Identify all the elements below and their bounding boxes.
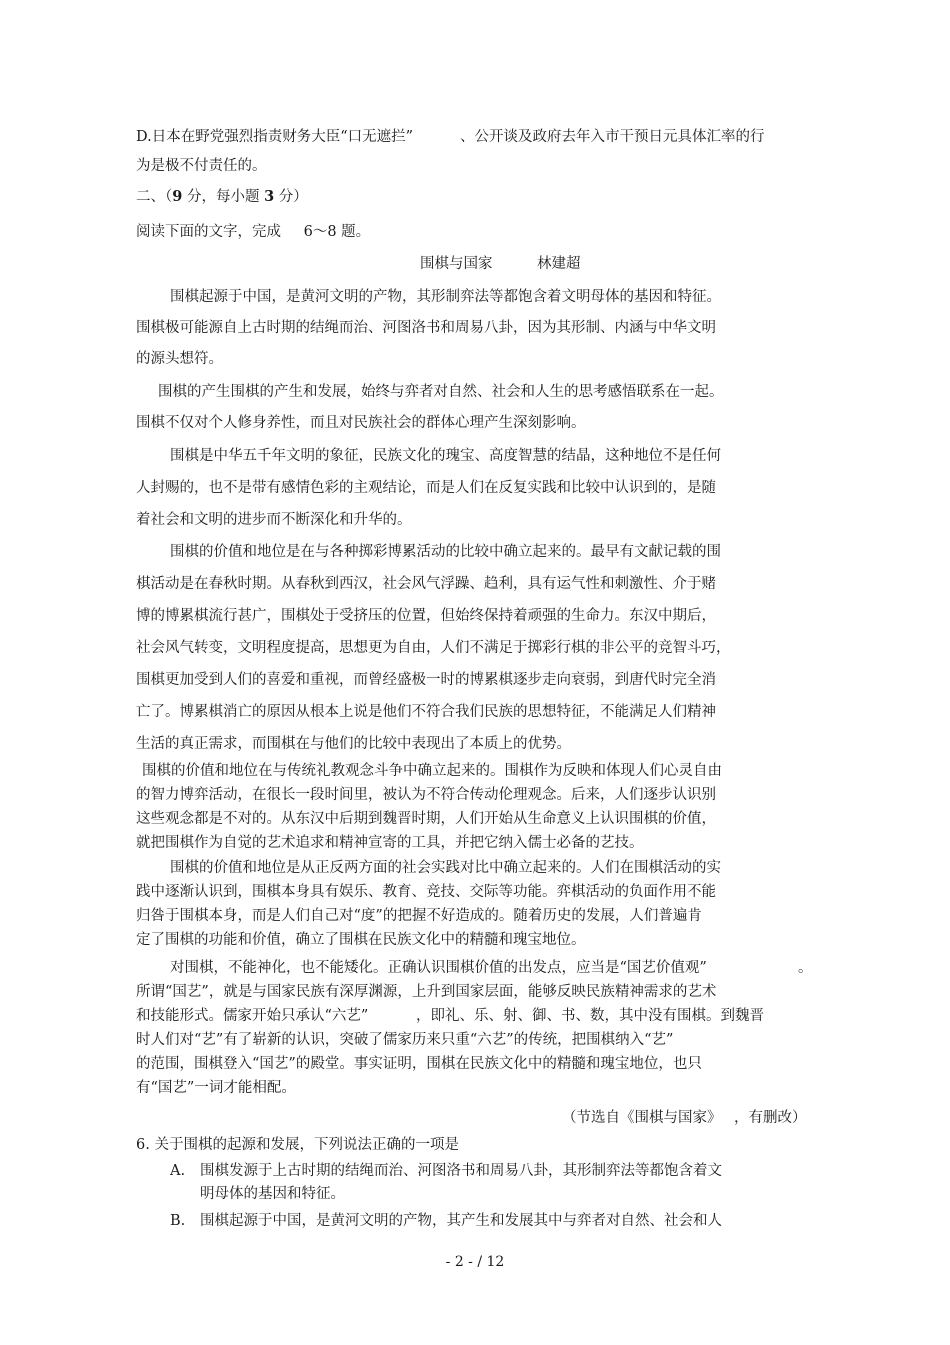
article-source-part2: ，有删改） <box>734 1110 807 1126</box>
article-line: 围棋的价值和地位在与传统礼教观念斗争中确立起来的。围棋作为反映和体现人们心灵自由 <box>142 763 722 779</box>
article-line: 围棋的价值和地位是在与各种掷彩博累活动的比较中确立起来的。最早有文献记载的围 <box>170 544 721 560</box>
section-heading-score: 9 <box>172 188 183 205</box>
q5-option-d-part3: 为是极不付责任的。 <box>136 158 267 174</box>
q6-option-a-letter: A. <box>170 1163 186 1179</box>
article-line: 博的博累棋流行甚广，围棋处于受挤压的位置，但始终保持着顽强的生命力。东汉中期后， <box>136 608 716 624</box>
article-line-fragment: 。 <box>798 960 813 976</box>
article-line: 这些观念都是不对的。从东汉中后期到魏晋时期，人们开始从生命意义上认识围棋的价值， <box>136 811 716 827</box>
q6-option-a-line1: 围棋发源于上古时期的结绳而治、河图洛书和周易八卦，其形制弈法等都饱含着文 <box>200 1163 722 1179</box>
article-line: 围棋起源于中国，是黄河文明的产物，其形制弈法等都饱含着文明母体的基因和特征。 <box>170 289 721 305</box>
article-line: 人封赐的，也不是带有感情色彩的主观结论，而是人们在反复实践和比较中认识到的，是随 <box>136 480 716 496</box>
q6-option-b-letter: B. <box>170 1213 186 1229</box>
article-line: 就把围棋作为自觉的艺术追求和精神宣寄的工具，并把它纳入儒士必备的艺技。 <box>136 835 644 851</box>
instruction-prefix: 阅读下面的文字，完成 <box>136 224 281 240</box>
article-line: 围棋不仅对个人修身养性，而且对民族社会的群体心理产生深刻影响。 <box>136 415 586 431</box>
section-heading-each: 3 <box>264 188 275 205</box>
article-line: 生活的真正需求，而围棋在与他们的比较中表现出了本质上的优势。 <box>136 736 571 752</box>
article-line: 围棋是中华五千年文明的象征，民族文化的瑰宝、高度智慧的结晶，这种地位不是任何 <box>170 448 721 464</box>
section-heading <box>136 187 308 207</box>
article-line: 所谓“国艺”，就是与国家民族有深厚渊源，上升到国家层面，能够反映民族精神需求的艺术 <box>136 984 717 1000</box>
article-line: 的智力博弈活动，在很长一段时间里，被认为不符合传动伦理观念。后来，人们逐步认识别 <box>136 787 716 803</box>
section-heading-mid: 分，每小题 <box>186 189 260 205</box>
article-author: 林建超 <box>537 256 581 272</box>
article-line: 和技能形式。儒家开始只承认“六艺” <box>136 1008 369 1024</box>
article-line: 着社会和文明的进步而不断深化和升华的。 <box>136 512 412 528</box>
article-line: 围棋更加受到人们的喜爱和重视，而曾经盛极一时的博累棋逐步走向衰弱，到唐代时完全消 <box>136 672 716 688</box>
q5-option-d-part2: 、公开谈及政府去年入市干预日元具体汇率的行 <box>460 129 765 145</box>
q5-option-d-part1: D.日本在野党强烈指责财务大臣“口无遮拦” <box>136 129 414 145</box>
article-source-part1: （节选自《围棋与国家》 <box>562 1110 722 1126</box>
article-line: 的源头想符。 <box>136 351 223 367</box>
q6-option-b-line1: 围棋起源于中国，是黄河文明的产物，其产生和发展其中与弈者对自然、社会和人 <box>200 1213 722 1229</box>
section-heading-prefix: 二、（ <box>136 189 173 205</box>
instruction-range: 6～8 题。 <box>303 224 371 240</box>
q6-stem: 6. 关于围棋的起源和发展，下列说法正确的一项是 <box>136 1137 459 1153</box>
article-line-fragment: ，即礼、乐、射、御、书、数，其中没有围棋。到魏晋 <box>416 1008 764 1024</box>
article-line: 对围棋，不能神化，也不能矮化。正确认识围棋价值的出发点，应当是“国艺价值观” <box>170 960 707 976</box>
article-line: 定了围棋的功能和价值，确立了围棋在民族文化中的精髓和瑰宝地位。 <box>136 932 586 948</box>
article-line: 围棋的产生围棋的产生和发展，始终与弈者对自然、社会和人生的思考感悟联系在一起。 <box>158 384 724 400</box>
article-title: 围棋与国家 <box>420 256 493 272</box>
section-instruction <box>136 222 370 242</box>
article-line: 亡了。博累棋消亡的原因从根本上说是他们不符合我们民族的思想特征，不能满足人们精神 <box>136 704 716 720</box>
q6-option-a-line2: 明母体的基因和特征。 <box>200 1186 345 1202</box>
article-line: 有“国艺”一词才能相配。 <box>136 1080 296 1096</box>
article-line: 归咎于围棋本身，而是人们自己对“度”的把握不好造成的。随着历史的发展，人们普遍肯 <box>136 908 702 924</box>
page-number: - 2 - / 12 <box>445 1254 505 1270</box>
article-line: 围棋极可能源自上古时期的结绳而治、河图洛书和周易八卦，因为其形制、内涵与中华文明 <box>136 320 716 336</box>
article-line: 棋活动是在春秋时期。从春秋到西汉，社会风气浮躁、趋利，具有运气性和刺激性、介于赌 <box>136 576 716 592</box>
section-heading-suffix: 分） <box>278 189 308 205</box>
article-line: 围棋的价值和地位是从正反两方面的社会实践对比中确立起来的。人们在围棋活动的实 <box>170 860 721 876</box>
article-line: 的范围，围棋登入“国艺”的殿堂。事实证明，围棋在民族文化中的精髓和瑰宝地位，也只 <box>136 1056 702 1072</box>
article-line: 践中逐渐认识到，围棋本身具有娱乐、教育、竞技、交际等功能。弈棋活动的负面作用不能 <box>136 884 716 900</box>
article-line: 社会风气转变，文明程度提高，思想更为自由，人们不满足于掷彩行棋的非公平的竞智斗巧， <box>136 640 731 656</box>
article-line: 时人们对“艺”有了崭新的认识，突破了儒家历来只重“六艺”的传统，把围棋纳入“艺” <box>136 1032 674 1048</box>
